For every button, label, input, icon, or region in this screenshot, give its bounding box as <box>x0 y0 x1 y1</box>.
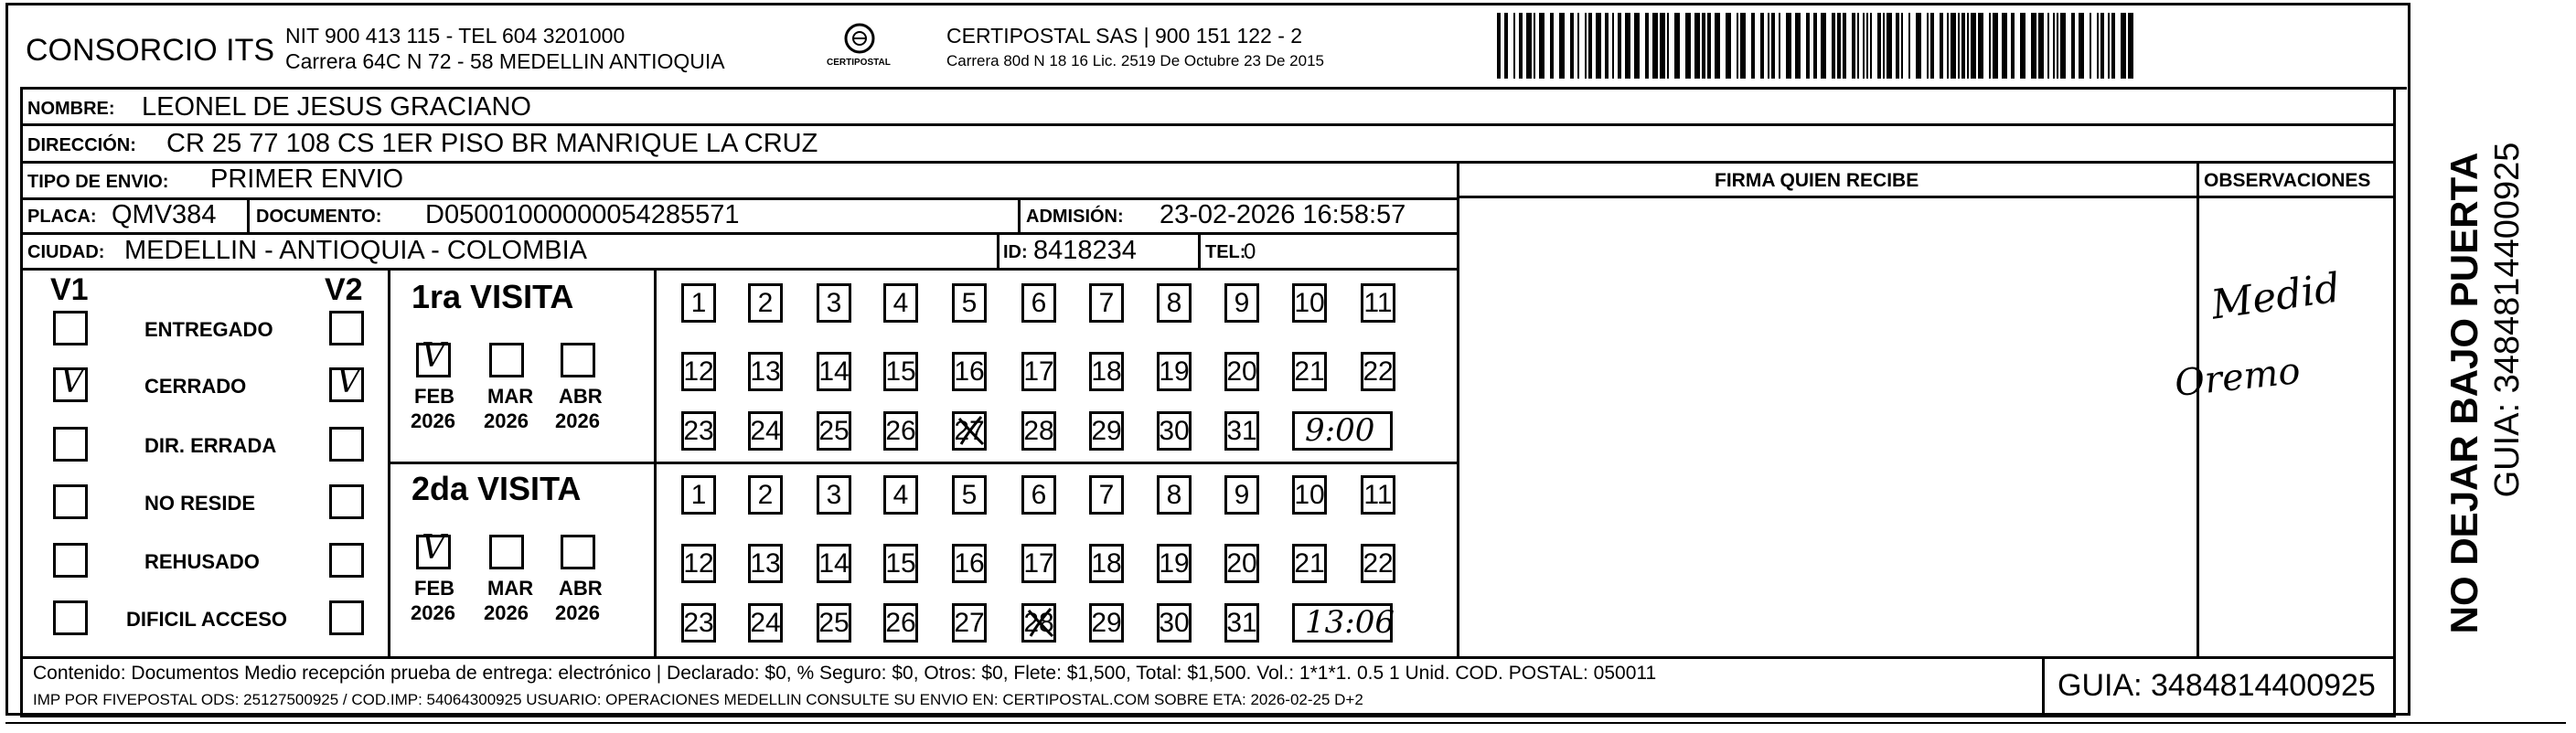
day-box[interactable]: 1 <box>681 283 716 323</box>
month-year: 2026 <box>555 409 600 432</box>
status-option-label: ENTREGADO <box>144 318 273 341</box>
day-box[interactable]: 10 <box>1292 475 1327 515</box>
day-box[interactable]: 15 <box>883 544 918 583</box>
month-checkbox[interactable] <box>489 343 524 377</box>
v2-label: V2 <box>325 272 363 307</box>
day-box[interactable]: 30 <box>1157 411 1192 451</box>
day-box[interactable]: 24 <box>748 411 783 451</box>
day-box[interactable]: 23 <box>681 603 716 643</box>
status-option-label: DIR. ERRADA <box>144 434 277 457</box>
status-v2-checkbox[interactable] <box>329 427 364 462</box>
day-box[interactable]: 2 <box>748 283 783 323</box>
day-box[interactable]: 16 <box>952 544 987 583</box>
month-checkbox[interactable] <box>489 535 524 569</box>
company-line1: NIT 900 413 115 - TEL 604 3201000 <box>285 24 625 48</box>
day-box[interactable]: 10 <box>1292 283 1327 323</box>
day-box[interactable]: 14 <box>817 352 851 391</box>
day-box[interactable]: 31 <box>1224 411 1259 451</box>
day-box[interactable]: 6 <box>1021 283 1056 323</box>
visit1-day-mark <box>956 413 987 453</box>
nombre-label: NOMBRE: <box>27 99 115 119</box>
day-box[interactable]: 7 <box>1089 283 1124 323</box>
day-box[interactable]: 17 <box>1021 352 1056 391</box>
day-box[interactable]: 12 <box>681 352 716 391</box>
status-option-label: CERRADO <box>144 375 247 398</box>
nombre-value: LEONEL DE JESUS GRACIANO <box>142 92 531 122</box>
day-box[interactable]: 19 <box>1157 544 1192 583</box>
admision-value: 23-02-2026 16:58:57 <box>1160 200 1406 229</box>
month-label: MAR <box>487 385 534 408</box>
day-box[interactable]: 5 <box>952 283 987 323</box>
visit2-day-mark <box>1025 605 1056 645</box>
day-box[interactable]: 14 <box>817 544 851 583</box>
admision-label: ADMISIÓN: <box>1026 207 1124 227</box>
id-value: 8418234 <box>1033 236 1137 265</box>
visit1-time: 9:00 <box>1305 412 1375 449</box>
day-box[interactable]: 26 <box>883 411 918 451</box>
day-box[interactable]: 13 <box>748 544 783 583</box>
day-box[interactable]: 27 <box>952 603 987 643</box>
status-v1-checkbox[interactable] <box>53 427 88 462</box>
day-box[interactable]: 21 <box>1292 352 1327 391</box>
status-v2-checkbox[interactable] <box>329 311 364 345</box>
ciudad-value: MEDELLIN - ANTIOQUIA - COLOMBIA <box>124 236 587 265</box>
status-v1-checkbox[interactable] <box>53 600 88 635</box>
day-box[interactable]: 22 <box>1361 352 1395 391</box>
day-box[interactable]: 13 <box>748 352 783 391</box>
month-checkbox[interactable] <box>561 535 595 569</box>
day-box[interactable]: 8 <box>1157 475 1192 515</box>
day-box[interactable]: 18 <box>1089 544 1124 583</box>
month-year: 2026 <box>484 601 529 624</box>
day-box[interactable]: 30 <box>1157 603 1192 643</box>
documento-value: D05001000000054285571 <box>425 200 740 229</box>
day-box[interactable]: 4 <box>883 283 918 323</box>
month-year: 2026 <box>484 409 529 432</box>
v1-label: V1 <box>50 272 89 307</box>
day-box[interactable]: 9 <box>1224 283 1259 323</box>
tel-label: TEL: <box>1205 242 1246 262</box>
placa-value: QMV384 <box>112 200 217 229</box>
day-box[interactable]: 25 <box>817 603 851 643</box>
visit2-time: 13:06 <box>1305 604 1395 641</box>
day-box[interactable]: 2 <box>748 475 783 515</box>
status-v2-checkbox[interactable] <box>329 484 364 519</box>
month-year: 2026 <box>411 409 455 432</box>
month-label: FEB <box>414 577 454 600</box>
status-v1-checkbox[interactable] <box>53 484 88 519</box>
firma-header: FIRMA QUIEN RECIBE <box>1715 170 1919 191</box>
footer-imp: IMP POR FIVEPOSTAL ODS: 25127500925 / COD.IMP: 54064300925 USUARIO: OPERACIONES MEDELLIN CONSULTE SU ENVIO EN: CERTIPOSTAL.COM SOBRE ETA: 2026-02-25 D+2 <box>33 691 1363 708</box>
id-label: ID: <box>1003 242 1028 262</box>
tel-value: 0 <box>1244 239 1256 264</box>
month-year: 2026 <box>555 601 600 624</box>
day-box[interactable]: 4 <box>883 475 918 515</box>
company-name: CONSORCIO ITS <box>26 33 275 68</box>
day-box[interactable]: 17 <box>1021 544 1056 583</box>
month-year: 2026 <box>411 601 455 624</box>
visit2-month-mark: V <box>422 529 445 567</box>
day-box[interactable]: 16 <box>952 352 987 391</box>
observacion-line2: Oremo <box>2172 349 2303 406</box>
day-box[interactable]: 23 <box>681 411 716 451</box>
day-box[interactable]: 18 <box>1089 352 1124 391</box>
barcode <box>1497 13 2137 79</box>
day-box[interactable]: 3 <box>817 283 851 323</box>
day-box[interactable]: 29 <box>1089 411 1124 451</box>
tipo-envio-value: PRIMER ENVIO <box>210 165 404 194</box>
month-label: MAR <box>487 577 534 600</box>
direccion-value: CR 25 77 108 CS 1ER PISO BR MANRIQUE LA CRUZ <box>166 129 818 158</box>
carrier-line1: CERTIPOSTAL SAS | 900 151 122 - 2 <box>946 24 1303 48</box>
visit1-month-mark: V <box>422 337 445 375</box>
logo-text: CERTIPOSTAL <box>827 58 891 68</box>
day-box[interactable]: 20 <box>1224 352 1259 391</box>
day-box[interactable]: 19 <box>1157 352 1192 391</box>
status-option-label: NO RESIDE <box>144 492 256 515</box>
status-v1-mark: V <box>60 363 84 400</box>
status-v1-checkbox[interactable] <box>53 311 88 345</box>
month-checkbox[interactable] <box>561 343 595 377</box>
day-box[interactable]: 9 <box>1224 475 1259 515</box>
placa-label: PLACA: <box>27 207 97 227</box>
day-box[interactable]: 31 <box>1224 603 1259 643</box>
month-label: FEB <box>414 385 454 408</box>
day-box[interactable]: 11 <box>1361 283 1395 323</box>
certipostal-logo-icon <box>823 20 896 75</box>
day-box[interactable]: 29 <box>1089 603 1124 643</box>
observacion-line1: Medid <box>2208 264 2344 329</box>
day-box[interactable]: 7 <box>1089 475 1124 515</box>
status-v1-checkbox[interactable] <box>53 543 88 578</box>
status-v2-checkbox[interactable] <box>329 543 364 578</box>
carrier-line2: Carrera 80d N 18 16 Lic. 2519 De Octubre 23 De 2015 <box>946 52 1324 69</box>
footer-guia: GUIA: 3484814400925 <box>2058 668 2376 703</box>
day-box[interactable]: 26 <box>883 603 918 643</box>
day-box[interactable]: 25 <box>817 411 851 451</box>
company-line2: Carrera 64C N 72 - 58 MEDELLIN ANTIOQUIA <box>285 49 725 73</box>
status-option-label: DIFICIL ACCESO <box>126 608 288 631</box>
ciudad-label: CIUDAD: <box>27 242 105 262</box>
observaciones-header: OBSERVACIONES <box>2204 170 2371 191</box>
visit2-title: 2da VISITA <box>412 470 582 507</box>
side-guia: GUIA: 3484814400925 <box>2488 142 2527 498</box>
visit1-title: 1ra VISITA <box>412 278 574 315</box>
day-box[interactable]: 1 <box>681 475 716 515</box>
side-no-dejar: NO DEJAR BAJO PUERTA <box>2442 152 2485 634</box>
status-v2-mark: V <box>337 363 360 400</box>
footer-contenido: Contenido: Documentos Medio recepción prueba de entrega: electrónico | Declarado: $0, % Seguro: $0, Otros: $0, Flete: $1,500, Total: $1,500. Vol.: 1*1*1. 0.5 1 Unid. COD. POSTAL: 050011 <box>33 663 1657 684</box>
documento-label: DOCUMENTO: <box>256 207 382 227</box>
day-box[interactable]: 6 <box>1021 475 1056 515</box>
day-box[interactable]: 8 <box>1157 283 1192 323</box>
day-box[interactable]: 28 <box>1021 603 1056 643</box>
month-label: ABR <box>559 577 603 600</box>
day-box[interactable]: 22 <box>1361 544 1395 583</box>
month-label: ABR <box>559 385 603 408</box>
day-box[interactable]: 24 <box>748 603 783 643</box>
direccion-label: DIRECCIÓN: <box>27 135 136 155</box>
day-box[interactable]: 15 <box>883 352 918 391</box>
day-box[interactable]: 27 <box>952 411 987 451</box>
day-box[interactable]: 20 <box>1224 544 1259 583</box>
day-box[interactable]: 21 <box>1292 544 1327 583</box>
day-box[interactable]: 11 <box>1361 475 1395 515</box>
tipo-envio-label: TIPO DE ENVIO: <box>27 172 169 192</box>
status-option-label: REHUSADO <box>144 550 260 573</box>
day-box[interactable]: 5 <box>952 475 987 515</box>
day-box[interactable]: 12 <box>681 544 716 583</box>
day-box[interactable]: 3 <box>817 475 851 515</box>
day-box[interactable]: 28 <box>1021 411 1056 451</box>
status-v2-checkbox[interactable] <box>329 600 364 635</box>
